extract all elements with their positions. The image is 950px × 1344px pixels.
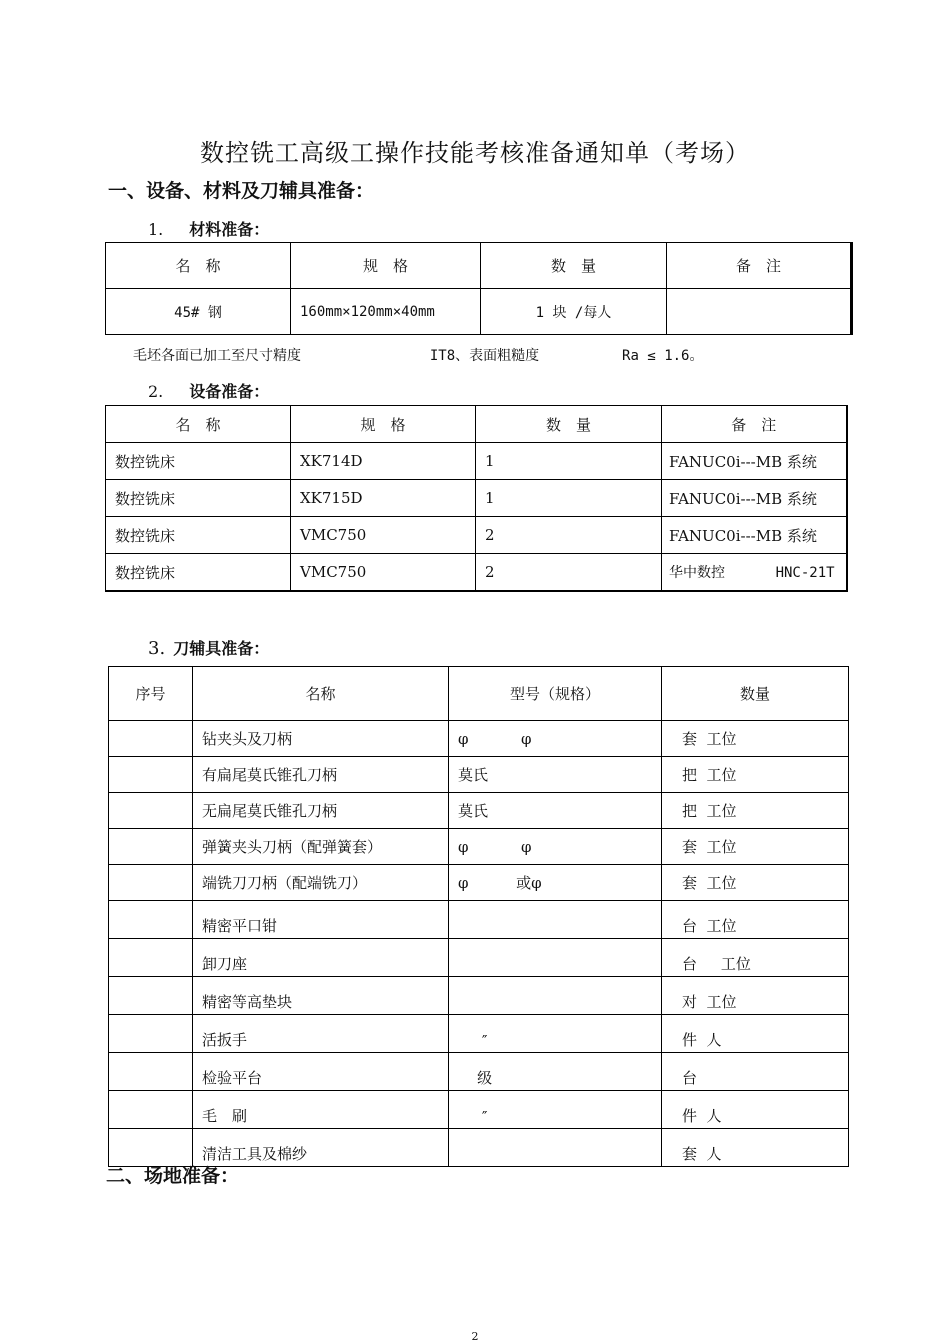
- header-cell: 型号（规格）: [449, 667, 662, 721]
- subheading-label: 材料准备：: [189, 220, 270, 239]
- tool-spec: [449, 939, 662, 977]
- table-row: [109, 757, 849, 793]
- tool-qty: 台 工位: [662, 901, 849, 939]
- section-heading-equipment-materials: 一、设备、材料及刀辅具准备：: [108, 180, 375, 202]
- tool-name: 端铣刀刀柄（配端铣刀）: [193, 865, 449, 901]
- equipment-table: [105, 405, 848, 592]
- header-cell: 数 量: [476, 406, 662, 443]
- tool-qty: 套 人: [662, 1129, 849, 1167]
- table-cell: 2: [476, 554, 662, 592]
- subheading-number: 3.: [148, 638, 166, 659]
- table-cell: VMC750: [291, 554, 476, 592]
- tool-qty: 套 工位: [662, 721, 849, 757]
- header-cell: 备 注: [667, 243, 852, 289]
- materials-table: [105, 242, 853, 335]
- subheading-number: 2.: [148, 382, 164, 401]
- tool-spec: [449, 977, 662, 1015]
- table-header-row: [109, 667, 849, 721]
- section-heading-site: 二、场地准备：: [106, 1165, 240, 1187]
- material-remark: [667, 289, 852, 335]
- tool-spec: ″: [449, 1091, 662, 1129]
- table-row: [106, 517, 847, 554]
- material-note-part: Ra ≤ 1.6。: [622, 348, 704, 364]
- header-cell: 数量: [662, 667, 849, 721]
- material-qty: 1 块 /每人: [481, 289, 667, 335]
- table-cell: 华中数控 HNC-21T: [662, 554, 847, 592]
- tool-name: 卸刀座: [193, 939, 449, 977]
- table-cell: FANUC0i---MB 系统: [662, 480, 847, 517]
- tool-qty: 对 工位: [662, 977, 849, 1015]
- header-cell: 数 量: [481, 243, 667, 289]
- material-note-part: 毛坯各面已加工至尺寸精度: [133, 348, 301, 364]
- tool-name: 活扳手: [193, 1015, 449, 1053]
- tool-name: 无扁尾莫氏锥孔刀柄: [193, 793, 449, 829]
- table-cell: 数控铣床: [106, 554, 291, 592]
- subheading-number: 1.: [148, 220, 164, 239]
- table-row: [109, 721, 849, 757]
- table-cell: XK714D: [291, 443, 476, 480]
- header-cell: 名 称: [106, 243, 291, 289]
- tool-name: 精密等高垫块: [193, 977, 449, 1015]
- tool-index: [109, 793, 193, 829]
- table-row: [106, 289, 852, 335]
- material-spec: 160mm×120mm×40mm: [291, 289, 481, 335]
- tool-spec: φ φ: [449, 721, 662, 757]
- table-cell: 数控铣床: [106, 443, 291, 480]
- table-row: [109, 865, 849, 901]
- tools-table-body: [109, 721, 849, 1167]
- table-cell: 数控铣床: [106, 517, 291, 554]
- tool-spec: 莫氏: [449, 757, 662, 793]
- tool-index: [109, 829, 193, 865]
- material-note: [133, 345, 703, 365]
- tool-index: [109, 865, 193, 901]
- table-row: [109, 977, 849, 1015]
- header-cell: 名称: [193, 667, 449, 721]
- table-cell: 1: [476, 443, 662, 480]
- tool-qty: 套 工位: [662, 829, 849, 865]
- table-row: [109, 939, 849, 977]
- table-row: [109, 829, 849, 865]
- tool-index: [109, 939, 193, 977]
- tool-qty: 把 工位: [662, 757, 849, 793]
- tool-qty: 台 工位: [662, 939, 849, 977]
- tool-index: [109, 901, 193, 939]
- tool-name: 毛 刷: [193, 1091, 449, 1129]
- table-row: [109, 1015, 849, 1053]
- header-cell: 序号: [109, 667, 193, 721]
- tool-index: [109, 757, 193, 793]
- table-cell: 1: [476, 480, 662, 517]
- tool-name: 精密平口钳: [193, 901, 449, 939]
- table-row: [109, 901, 849, 939]
- tool-spec: [449, 901, 662, 939]
- table-cell: 数控铣床: [106, 480, 291, 517]
- table-row: [109, 1091, 849, 1129]
- tool-index: [109, 1053, 193, 1091]
- tool-spec: 级: [449, 1053, 662, 1091]
- table-row: [106, 554, 847, 592]
- table-cell: XK715D: [291, 480, 476, 517]
- tool-spec: 莫氏: [449, 793, 662, 829]
- table-cell: FANUC0i---MB 系统: [662, 443, 847, 480]
- material-note-part: IT8、表面粗糙度: [429, 348, 540, 364]
- tool-qty: 件 人: [662, 1015, 849, 1053]
- tool-qty: 套 工位: [662, 865, 849, 901]
- tool-spec: φ φ: [449, 829, 662, 865]
- tool-name: 钻夹头及刀柄: [193, 721, 449, 757]
- material-name: 45# 钢: [106, 289, 291, 335]
- tool-spec: [449, 1129, 662, 1167]
- subheading-equipment: [148, 379, 269, 402]
- table-cell: 2: [476, 517, 662, 554]
- table-cell: VMC750: [291, 517, 476, 554]
- page-number: 2: [471, 1330, 479, 1343]
- table-row: [109, 793, 849, 829]
- header-cell: 规 格: [291, 243, 481, 289]
- subheading-materials: [148, 217, 269, 240]
- subheading-label: 刀辅具准备：: [173, 639, 270, 658]
- subheading-tools: [148, 636, 269, 659]
- tool-spec: ″: [449, 1015, 662, 1053]
- table-row: [106, 443, 847, 480]
- header-cell: 名 称: [106, 406, 291, 443]
- header-cell: 规 格: [291, 406, 476, 443]
- tool-name: 检验平台: [193, 1053, 449, 1091]
- tool-qty: 台: [662, 1053, 849, 1091]
- tool-index: [109, 721, 193, 757]
- table-header-row: [106, 243, 852, 289]
- page-title: 数控铣工高级工操作技能考核准备通知单（考场）: [200, 139, 750, 167]
- tools-table: [108, 666, 849, 1167]
- tool-name: 有扁尾莫氏锥孔刀柄: [193, 757, 449, 793]
- tool-index: [109, 1015, 193, 1053]
- tool-index: [109, 977, 193, 1015]
- table-header-row: [106, 406, 847, 443]
- table-cell: FANUC0i---MB 系统: [662, 517, 847, 554]
- table-row: [106, 480, 847, 517]
- table-row: [109, 1053, 849, 1091]
- tool-qty: 把 工位: [662, 793, 849, 829]
- subheading-label: 设备准备：: [189, 382, 270, 401]
- tool-qty: 件 人: [662, 1091, 849, 1129]
- tool-name: 弹簧夹头刀柄（配弹簧套）: [193, 829, 449, 865]
- tool-spec: φ 或φ: [449, 865, 662, 901]
- tool-name: 清洁工具及棉纱: [193, 1129, 449, 1167]
- tool-index: [109, 1091, 193, 1129]
- header-cell: 备 注: [662, 406, 847, 443]
